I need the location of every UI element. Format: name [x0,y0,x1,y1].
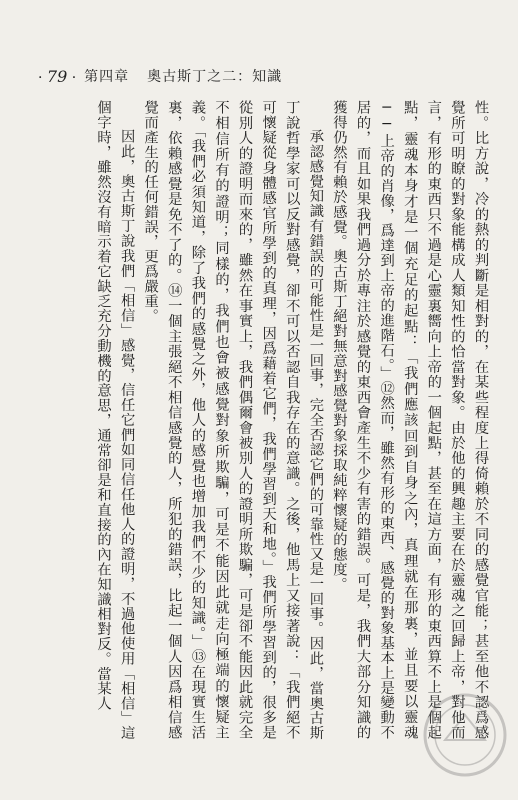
body-text [38,100,492,740]
paragraph: 性。比方說，冷的熱的判斷是相對的，在某些程度上得倚賴於不同的感覺官能；甚至他不認爲感覺所可明瞭的對象能構成人類知性的恰當對象。由於他的興趣主要在於靈魂之回歸上帝，對他而言，有形的東西只不過是心靈裏嚮向上帝的一個起點，甚至在這方面，有形的東西算不上是個起點，靈魂本身才是一個充足的起點：「我們應該回到自身之內，真理就在那裏，並且要以靈魂──上帝的肖像，爲達到上帝的進階石。」⑫然而，雖然有形的東西、感覺的對象基本上是變動不居的，而且如果我們過分於專注於感覺的東西會產生不少有害的錯誤。可是，我們大部分知識的獲得仍然有賴於感覺。奧古斯丁絕對無意對感覺對象採取純粹懷疑的態度。 [331,100,489,740]
chapter-title: 奧古斯丁之二：知識 [147,69,283,85]
page-number: · 79 · [38,66,77,86]
paragraph: 承認感覺知識有錯誤的可能性是一回事，完全否認它們的可靠性又是一回事。因此，當奧古斯丁說哲學家可以反對感覺，卻不可以否認自我存在的意識。之後，他馬上又接著說：「我們絕不可懷疑從身體感官所學到的真理，因爲藉着它們，我們學習到天和地。」我們所學習到的，很多是從別人的證明而來的，雖然在事實上，我們偶爾會被別人的證明所欺騙，可是卻不能因此就完全不相信所有的證明；同樣的，我們也會被感覺對象所欺騙，可是不能因此就走向極端的懷疑主義。「我們必須知道，除了我們的感覺之外，他人的感覺也增加我們不少的知識。」⑬在現實生活裏，依賴感覺是免不了的。⑭一個主張絕不相信感覺的人，所犯的錯誤，比起一個人因爲相信感覺而產生的任何錯誤，更爲嚴重。 [142,100,324,740]
paragraph: 因此，奧古斯丁說我們「相信」感覺，信任它們如同信任他人的證明，不過他使用「相信」這個字時，雖然沒有暗示着它缺乏充分動機的意思，通常卻是和直接的內在知識相對反。當某人 [95,100,136,740]
store-stamp-watermark [420,690,510,780]
chapter-label: 第四章 [84,69,130,85]
page-header [38,66,478,86]
